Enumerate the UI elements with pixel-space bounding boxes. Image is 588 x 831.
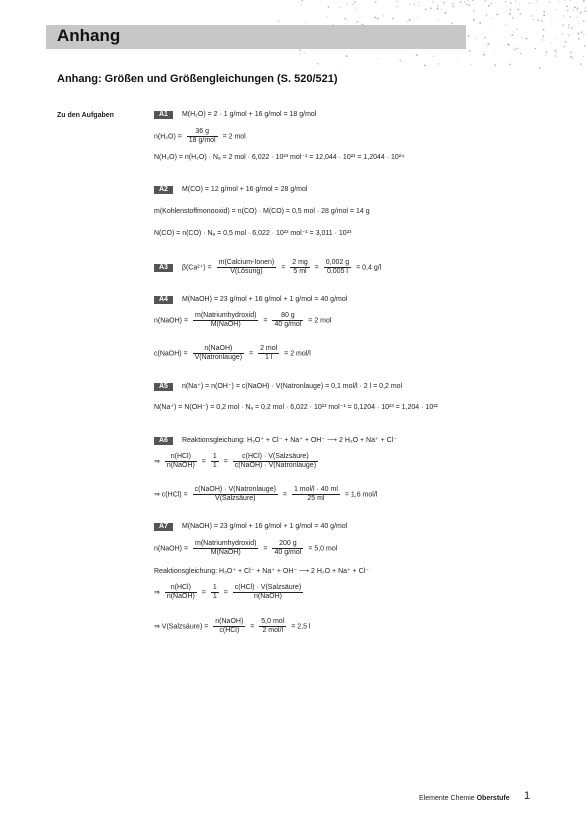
footer-book: Elemente Chemie [419, 795, 475, 802]
a7-line-1: A7 M(NaOH) = 23 g/mol + 16 g/mol + 1 g/mol = 40 g/mol [154, 523, 347, 531]
a6-line-1: A6 Reaktionsgleichung: H₃O⁺ + Cl⁻ + Na⁺ + OH⁻ ⟶ 2 H₂O + Na⁺ + Cl⁻ [154, 437, 397, 445]
footer [419, 795, 510, 802]
a5-line-2: N(Na⁺) = N(OH⁻) = 0,2 mol · Nₐ = 0,2 mol · 6,022 · 10²³ mol⁻¹ = 0,1204 · 10²³ = 1,204 · 10²² [154, 404, 438, 411]
a2-molar-mass: M(CO) = 12 g/mol + 16 g/mol = 28 g/mol [181, 186, 308, 193]
a1-molar-mass: M(H₂O) = 2 · 1 g/mol + 16 g/mol = 18 g/mol [181, 111, 317, 118]
a2-line-1 [154, 186, 307, 194]
a1-n-result: = 2 mol [222, 133, 246, 141]
a1-label: A1 [154, 111, 173, 119]
a2-line-3: N(CO) = n(CO) · Nₐ = 0,5 mol · 6,022 · 10²³ mol⁻¹ = 3,011 · 10²³ [154, 230, 352, 237]
a4-line-2: n(NaOH) = m(Natriumhydroxid) M(NaOH) = 80 g 40 g/mol = 2 mol [154, 312, 332, 328]
a2-line-2: m(Kohlenstoffmonooxid) = n(CO) · M(CO) = 0,5 mol · 28 g/mol = 14 g [154, 208, 370, 215]
a5-line-1: A5 n(Na⁺) = n(OH⁻) = c(NaOH) · V(Natronlauge) = 0,1 mol/l · 2 l = 0,2 mol [154, 383, 402, 391]
a2-label: A2 [154, 186, 173, 194]
a7-line-4: ⇒ n(HCl) n(NaOH) = $\frac{1}{1}$ = c(HCl) · V(Salzsäure) n(NaOH) [154, 584, 302, 600]
a5-label: A5 [154, 383, 173, 391]
a6-label: A6 [154, 437, 173, 445]
a1-line-2 [154, 128, 246, 145]
a4-line-3: c(NaOH) = n(NaOH) V(Natronlauge) = 2 mol 1 l = 2 mol/l [154, 345, 311, 361]
a4-label: A4 [154, 296, 173, 304]
a7-line-5: ⇒ V(Salzsäure) = n(NaOH) c(HCl) = 5,0 mol 2 mol/l = 2,5 l [154, 618, 311, 634]
a4-line-1: A4 M(NaOH) = 23 g/mol + 16 g/mol + 1 g/mol = 40 g/mol [154, 296, 347, 304]
page-title: Anhang [57, 26, 121, 45]
a7-line-3: Reaktionsgleichung: H₃O⁺ + Cl⁻ + Na⁺ + OH⁻ ⟶ 2 H₂O + Na⁺ + Cl⁻ [154, 568, 369, 575]
footer-edition: Oberstufe [476, 795, 510, 802]
a1-line-1 [154, 111, 316, 119]
a1-fraction: 36 g 18 g/mol [188, 128, 216, 144]
a6-line-3: ⇒ c(HCl) = c(NaOH) · V(Natronlauge) V(Salzsäure) = 1 mol/l · 40 ml 25 ml = 1,6 mol/l [154, 486, 378, 502]
a7-label: A7 [154, 523, 173, 531]
a1-line-3: N(H₂O) = n(H₂O) · Nₐ = 2 mol · 6,022 · 10²³ mol⁻¹ = 12,044 · 10²³ = 1,2044 · 10²⁴ [154, 154, 405, 161]
side-label: Zu den Aufgaben [57, 112, 114, 119]
section-title: Anhang: Größen und Größengleichungen (S. 520/521) [57, 73, 338, 85]
a6-line-2: ⇒ n(HCl) n(NaOH) = $\frac{1}{1}$ = c(HCl) · V(Salzsäure) c(NaOH) · V(Natronlauge) [154, 453, 317, 469]
a7-line-2: n(NaOH) = m(Natriumhydroxid) M(NaOH) = 200 g 40 g/mol = 5,0 mol [154, 540, 338, 556]
a3-label: A3 [154, 264, 173, 272]
page-number: 1 [524, 790, 531, 802]
a1-n-label: n(H₂O) = [154, 133, 182, 141]
a3-line-1: A3 β(Ca²⁺) = m(Calcium-Ionen) V(Lösung) = $\frac{2 mg}{5 ml}$ = $\frac{0,002 g}{0,005 l}$ = 0,4 g/l [154, 259, 381, 276]
